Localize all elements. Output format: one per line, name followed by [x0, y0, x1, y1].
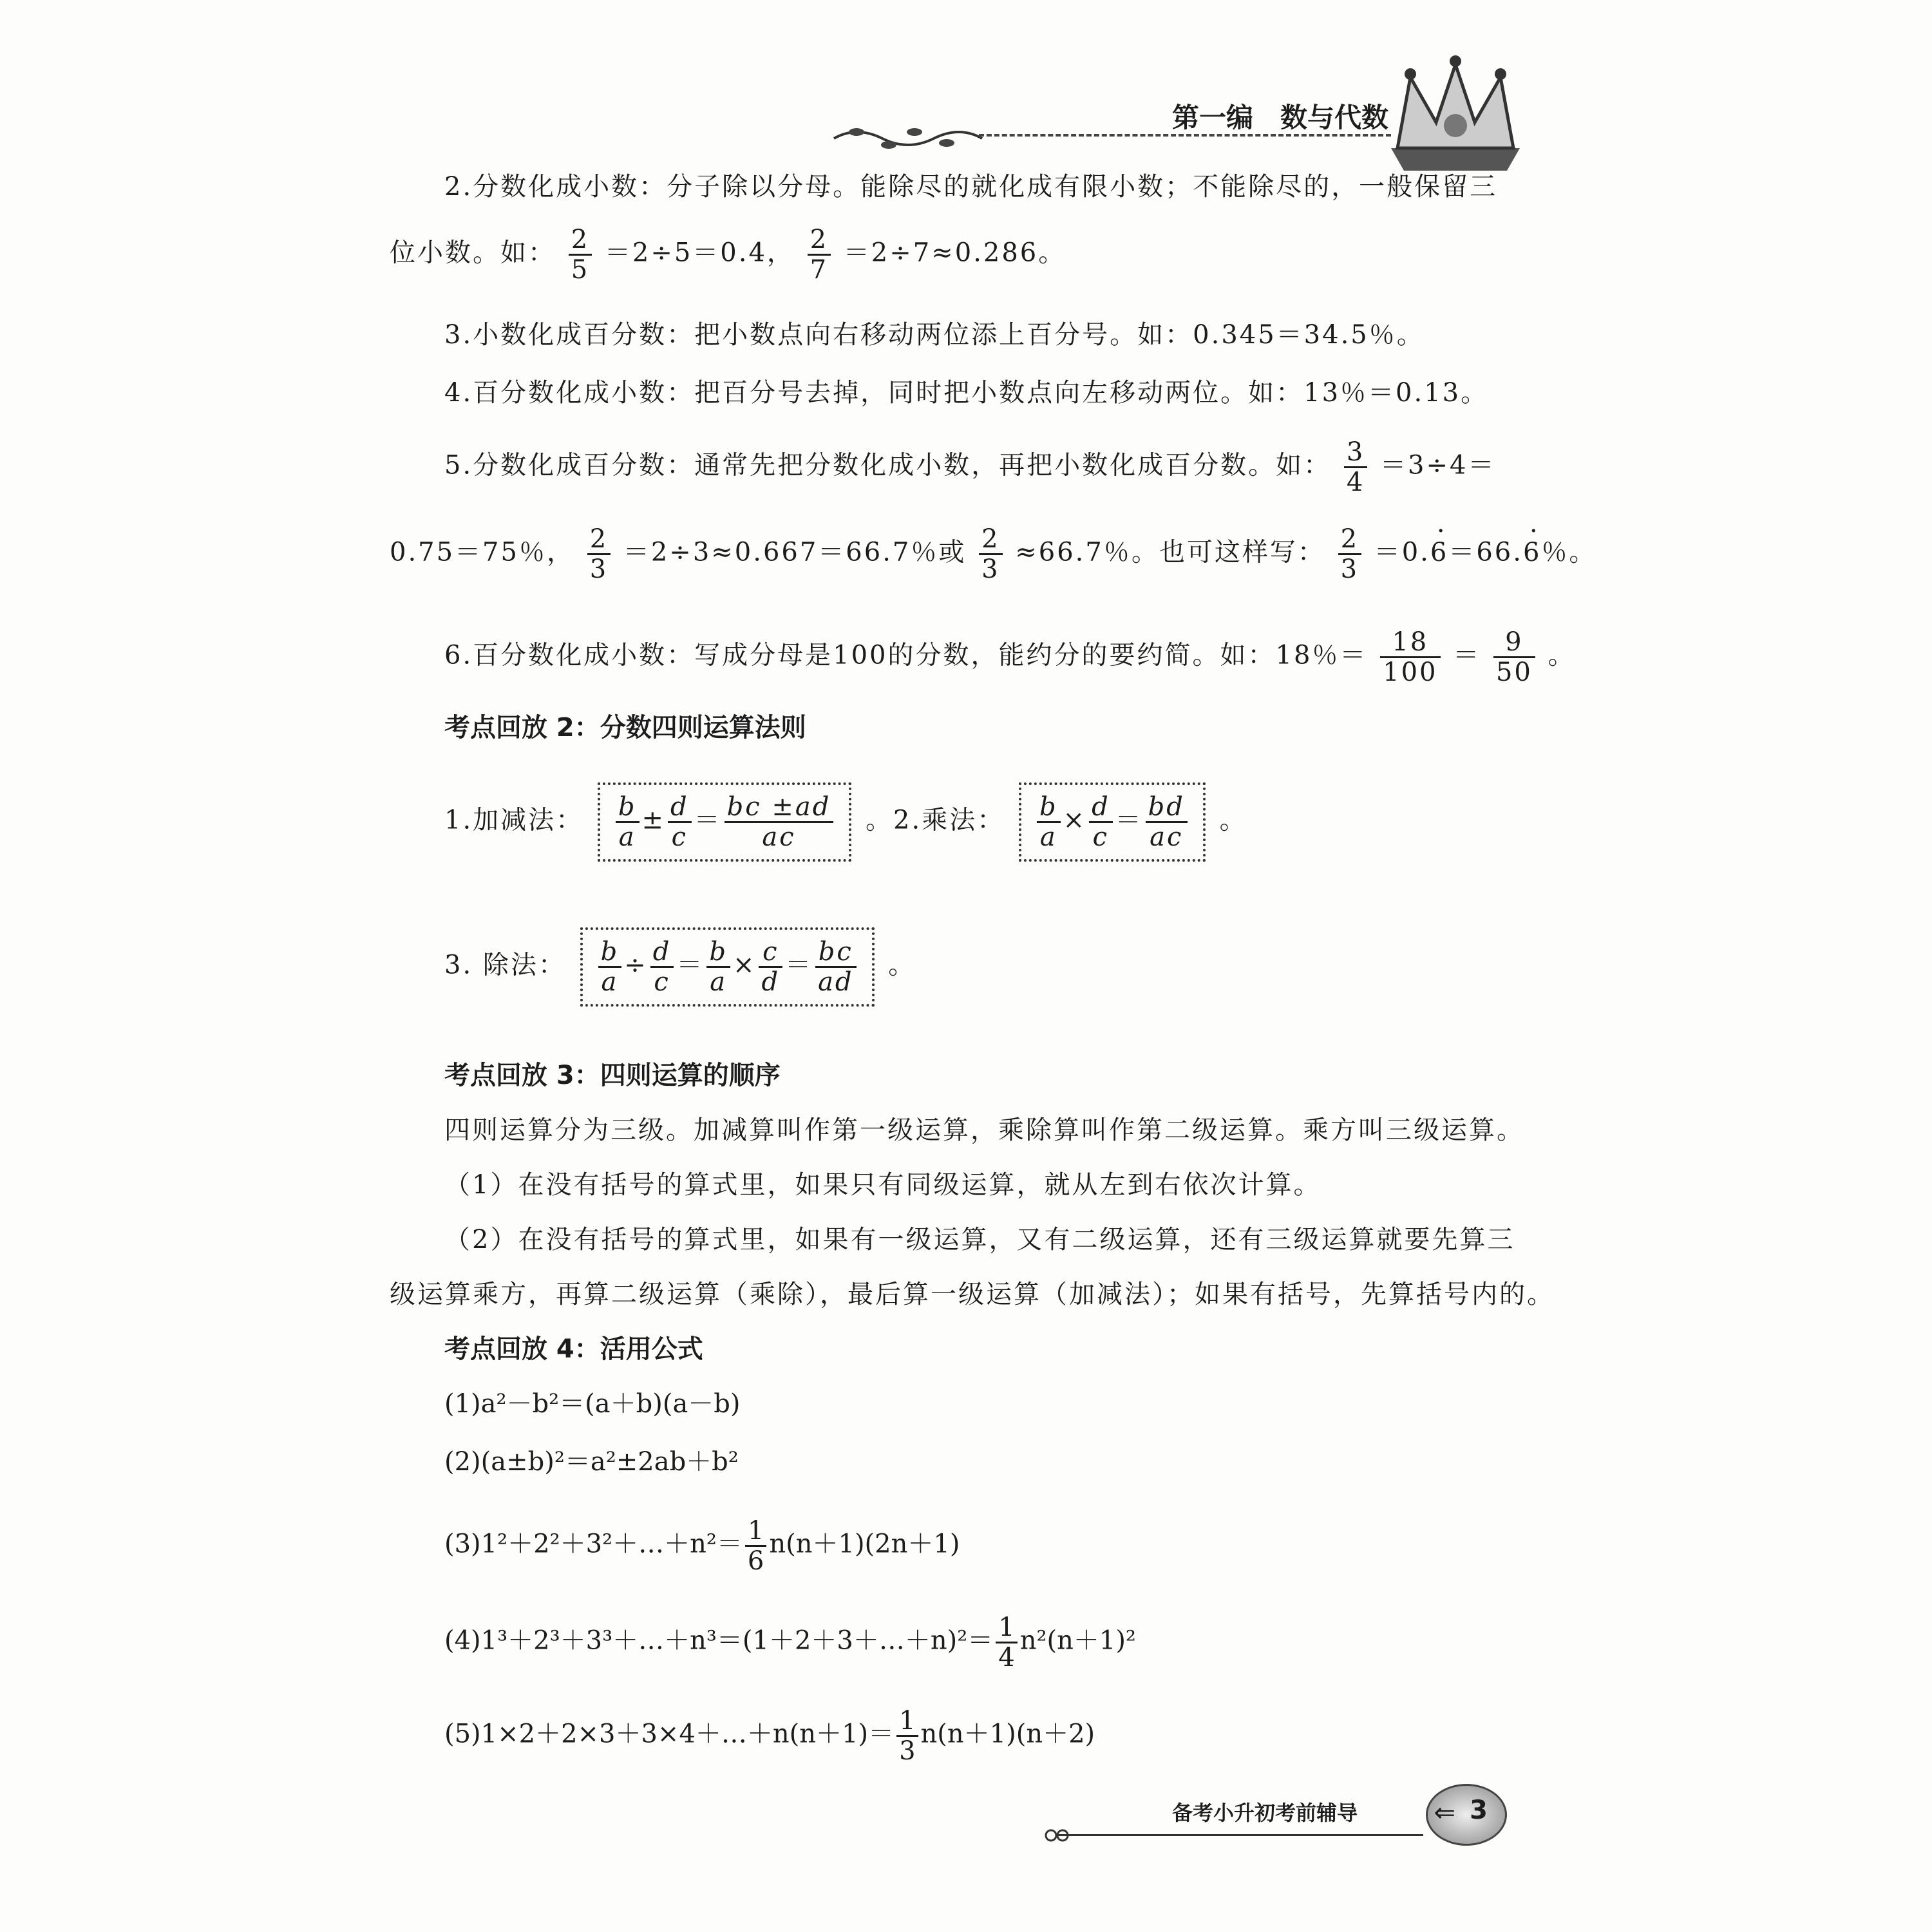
order-paragraph-1: 四则运算分为三级。加减算叫作第一级运算，乘除算叫作第二级运算。乘方叫三级运算。	[444, 1115, 1524, 1145]
order-paragraph-3-line-1: （2）在没有括号的算式里，如果有一级运算，又有二级运算，还有三级运算就要先算三	[444, 1225, 1515, 1255]
item-6-text: 6.百分数化成小数：写成分母是100的分数，能约分的要约简。如：18％＝	[444, 640, 1368, 670]
item-3: 3.小数化成百分数：把小数点向右移动两位添上百分号。如：0.345＝34.5％。	[444, 320, 1425, 350]
punctuation: 。	[888, 950, 916, 980]
order-paragraph-2: （1）在没有括号的算式里，如果只有同级运算，就从左到右依次计算。	[444, 1170, 1321, 1200]
divide-formula-box: $\frac{b}{a}$ ÷ $\frac{d}{c}$ ＝ $\frac{b}{a}$ × $\frac{c}{d}$ ＝ $\frac{bc}{ad}$	[580, 927, 875, 1007]
fraction: $\frac{2}{5}$	[569, 225, 592, 284]
fraction-rules-row-1	[444, 782, 1247, 862]
vine-ornament-icon	[831, 122, 985, 155]
formula-4: (4)1³＋2³＋3³＋…＋n³＝(1＋2＋3＋…＋n)²＝ $\frac{1}{4}$ n²(n＋1)²	[444, 1613, 1136, 1672]
item-5-text: ＝2÷3≈0.667＝66.7％或	[623, 537, 967, 567]
fraction: $\frac{2}{3}$	[587, 525, 611, 583]
repeating-digit: 6 ·	[1523, 538, 1541, 567]
page-header	[831, 52, 1526, 174]
item-5-line-2	[390, 525, 1596, 583]
item-5-text: ≈66.7％。也可这样写：	[1015, 537, 1325, 567]
formula-3: (3)1²＋2²＋3²＋…＋n²＝ $\frac{1}{6}$ n(n＋1)(2n＋1)	[444, 1516, 960, 1576]
page-footer	[1043, 1777, 1507, 1855]
formula-5: (5)1×2＋2×3＋3×4＋…＋n(n＋1)＝ $\frac{1}{3}$ n(n＋1)(n＋2)	[444, 1706, 1095, 1766]
item-5-text: ＝3÷4＝	[1380, 450, 1496, 480]
section-heading-3: 考点回放 3：四则运算的顺序	[444, 1061, 781, 1090]
item-2-line-1: 2.分数化成小数：分子除以分母。能除尽的就化成有限小数；不能除尽的，一般保留三	[444, 172, 1498, 202]
item-4: 4.百分数化成小数：把百分号去掉，同时把小数点向左移动两位。如：13％＝0.13。	[444, 378, 1489, 408]
item-5-line-1	[444, 438, 1495, 497]
item-2-line-2	[390, 225, 1066, 284]
multiply-label: 。2.乘法：	[866, 805, 1005, 835]
item-2-text: ＝2÷7≈0.286。	[843, 238, 1066, 268]
add-sub-formula-box: $\frac{b}{a}$ ± $\frac{d}{c}$ ＝ $\frac{bc \pm ad}{ac}$	[598, 782, 851, 862]
fraction: $\frac{18}{100}$	[1380, 628, 1440, 687]
chapter-title: 第一编 数与代数	[1172, 102, 1389, 133]
item-6-text: 。	[1548, 640, 1576, 670]
formula-2: (2)(a±b)²＝a²±2ab＋b²	[444, 1447, 739, 1477]
fraction: $\frac{9}{50}$	[1493, 628, 1535, 687]
footer-line	[1056, 1834, 1423, 1836]
item-2-text: ＝2÷5＝0.4，	[604, 238, 795, 268]
item-6-text: ＝	[1453, 640, 1481, 670]
item-6	[444, 628, 1576, 687]
fraction: $\frac{2}{7}$	[808, 225, 831, 284]
item-5-text: 0.75＝75％，	[390, 537, 574, 567]
add-sub-label: 1.加减法：	[444, 805, 584, 835]
repeating-digit: 6 ·	[1430, 538, 1448, 567]
section-heading-2: 考点回放 2：分数四则运算法则	[444, 713, 806, 743]
page-number: 3	[1470, 1795, 1488, 1825]
order-paragraph-3-line-2: 级运算乘方，再算二级运算（乘除），最后算一级运算（加减法）；如果有括号，先算括号内的。	[390, 1280, 1555, 1309]
formula-1: (1)a²－b²＝(a＋b)(a－b)	[444, 1389, 741, 1419]
crown-icon	[1385, 52, 1526, 174]
section-heading-4: 考点回放 4：活用公式	[444, 1334, 703, 1364]
fraction: $\frac{3}{4}$	[1344, 438, 1367, 497]
divide-label: 3. 除法：	[444, 950, 566, 980]
fraction: $\frac{2}{3}$	[1338, 525, 1361, 583]
fraction: $\frac{2}{3}$	[979, 525, 1002, 583]
book-title: 备考小升初考前辅导	[1172, 1801, 1358, 1825]
multiply-formula-box: $\frac{b}{a}$ × $\frac{d}{c}$ ＝ $\frac{bd}{ac}$	[1019, 782, 1206, 862]
item-2-text: 位小数。如：	[390, 238, 556, 268]
item-5-text: ＝0.	[1374, 537, 1430, 567]
item-5-text: ＝66.	[1448, 537, 1523, 567]
fraction-rules-row-2	[444, 927, 916, 1007]
punctuation: 。	[1219, 805, 1247, 835]
arrow-left-icon: ⇐	[1434, 1798, 1455, 1828]
item-5-text: 5.分数化成百分数：通常先把分数化成小数，再把小数化成百分数。如：	[444, 450, 1332, 480]
item-5-text: ％。	[1541, 537, 1597, 567]
